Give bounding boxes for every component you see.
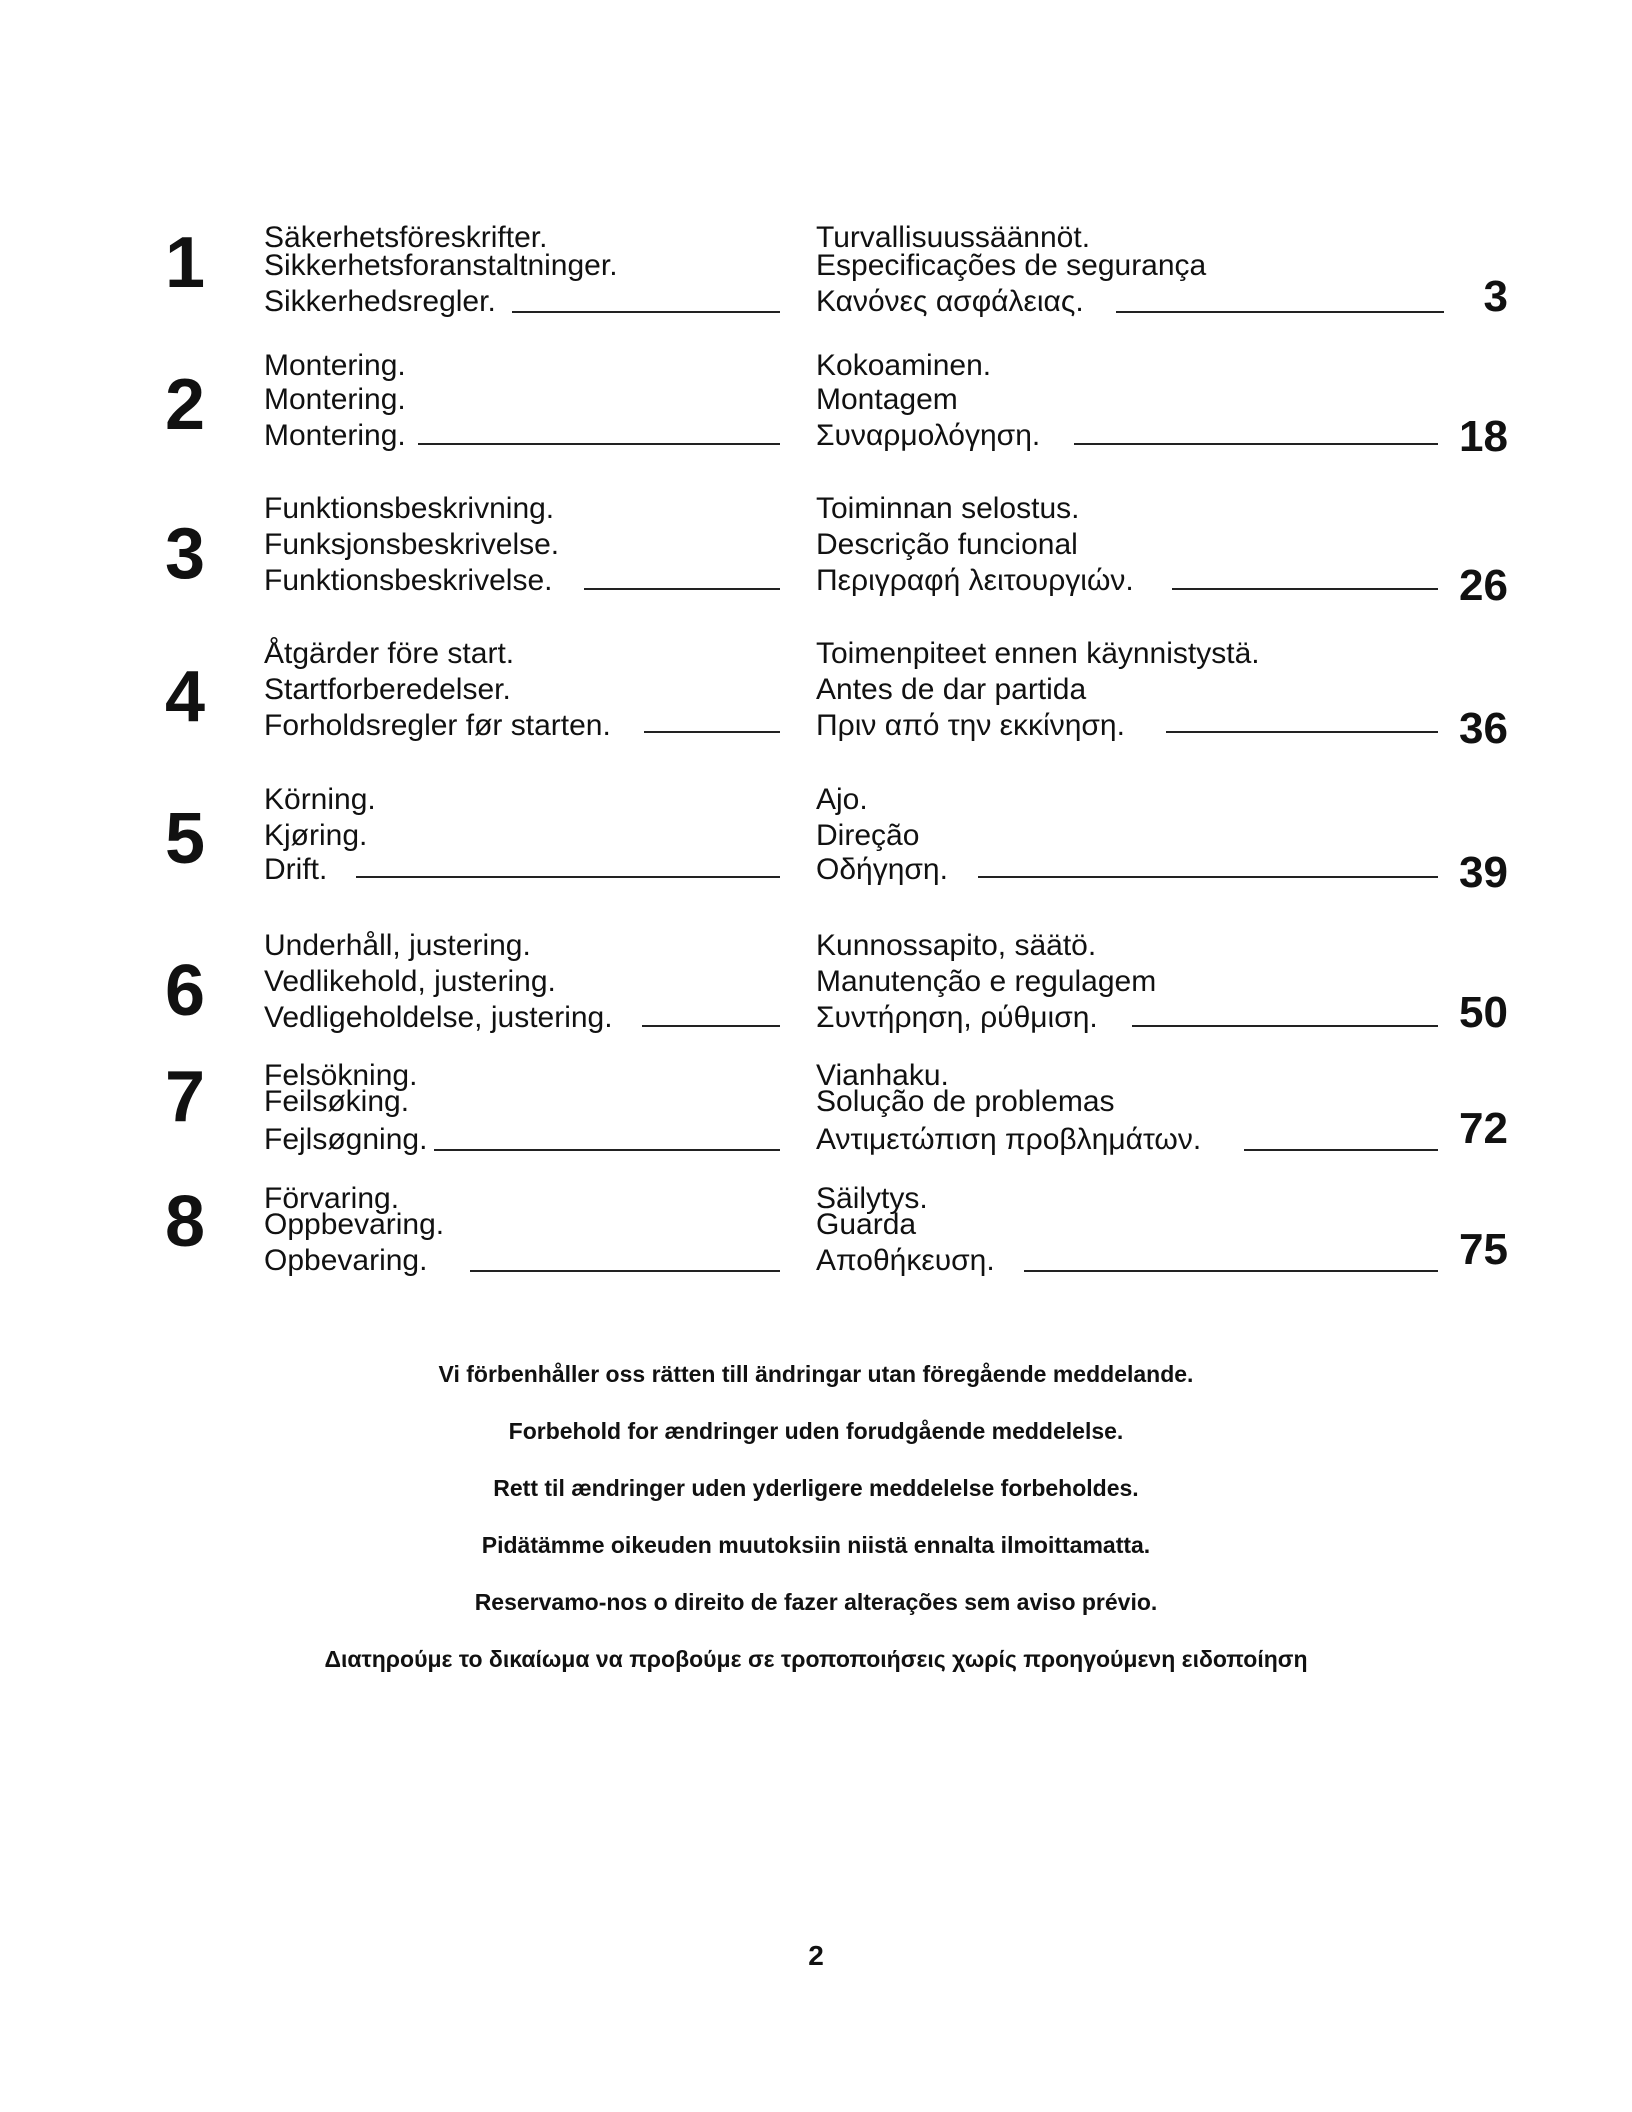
toc-entry-2[interactable] xyxy=(0,345,1632,475)
notice-sv: Vi förbenhåller oss rätten till ändringar utan föregående meddelande. xyxy=(438,1361,1194,1387)
page-number-link[interactable]: 50 xyxy=(1459,988,1508,1037)
toc-line-no: Oppbevaring. xyxy=(264,1208,445,1241)
toc-entry-3[interactable] xyxy=(0,490,1632,620)
section-number: 3 xyxy=(164,514,206,594)
page-number-link[interactable]: 72 xyxy=(1459,1104,1508,1153)
toc-line-no: Kjøring. xyxy=(264,819,368,852)
page-number-link[interactable]: 3 xyxy=(1483,272,1508,321)
toc-line-pt: Manutenção e regulagem xyxy=(816,965,1157,998)
toc-line-el: Συναρμολόγηση. xyxy=(816,419,1041,452)
leader-line xyxy=(644,731,780,733)
toc-line-no: Feilsøking. xyxy=(264,1085,410,1118)
toc-line-sv: Säkerhetsföreskrifter. xyxy=(264,221,548,254)
toc-line-sv: Underhåll, justering. xyxy=(264,929,531,962)
toc-entry-8[interactable] xyxy=(0,1180,1632,1310)
page-footer-number: 2 xyxy=(808,1940,824,1971)
leader-line xyxy=(584,588,780,590)
toc-line-pt: Antes de dar partida xyxy=(816,673,1087,706)
section-number: 7 xyxy=(164,1057,206,1137)
toc-line-no: Startforberedelser. xyxy=(264,673,511,706)
toc-line-da: Forholdsregler før starten. xyxy=(264,709,611,742)
notice-no: Forbehold for ændringer uden forudgående meddelelse. xyxy=(508,1418,1124,1444)
toc-line-el: Πριν από την εκκίνηση. xyxy=(816,709,1125,742)
toc-line-no: Vedlikehold, justering. xyxy=(264,965,556,998)
section-number: 2 xyxy=(164,365,206,445)
leader-line xyxy=(978,876,1438,878)
toc-line-da: Vedligeholdelse, justering. xyxy=(264,1001,613,1034)
toc-line-fi: Kokoaminen. xyxy=(816,349,992,382)
toc-line-sv: Funktionsbeskrivning. xyxy=(264,492,555,525)
toc-line-pt: Especificações de segurança xyxy=(816,249,1207,282)
section-number: 6 xyxy=(164,951,206,1031)
page-number-link[interactable]: 36 xyxy=(1459,704,1508,753)
leader-line xyxy=(1024,1270,1438,1272)
toc-line-fi: Säilytys. xyxy=(816,1182,928,1215)
section-number: 1 xyxy=(164,223,206,303)
leader-line xyxy=(1074,443,1438,445)
toc-entry-6[interactable] xyxy=(0,927,1632,1057)
toc-line-da: Opbevaring. xyxy=(264,1244,428,1277)
toc-line-sv: Felsökning. xyxy=(264,1059,418,1092)
toc-line-da: Montering. xyxy=(264,419,406,452)
toc-line-el: Περιγραφή λειτουργιών. xyxy=(816,564,1134,597)
toc-line-fi: Toiminnan selostus. xyxy=(816,492,1080,525)
leader-line xyxy=(1166,731,1438,733)
toc-line-el: Αντιμετώπιση προβλημάτων. xyxy=(816,1123,1202,1156)
toc-entry-4[interactable] xyxy=(0,635,1632,765)
toc-line-el: Οδήγηση. xyxy=(816,853,948,886)
toc-line-pt: Montagem xyxy=(816,383,958,416)
toc-line-sv: Förvaring. xyxy=(264,1182,400,1215)
page-number-link[interactable]: 75 xyxy=(1459,1225,1508,1274)
toc-entry-1[interactable] xyxy=(0,215,1632,345)
toc-line-da: Sikkerhedsregler. xyxy=(264,285,496,318)
leader-line xyxy=(512,311,780,313)
notice-pt: Reservamo-nos o direito de fazer alterações sem aviso prévio. xyxy=(474,1589,1158,1615)
leader-line xyxy=(642,1025,780,1027)
notice-fi: Pidätämme oikeuden muutoksiin niistä ennalta ilmoittamatta. xyxy=(481,1532,1151,1558)
toc-line-el: Αποθήκευση. xyxy=(816,1244,995,1277)
toc-entry-5[interactable] xyxy=(0,781,1632,911)
toc-line-da: Drift. xyxy=(264,853,328,886)
page-number-link[interactable]: 18 xyxy=(1459,412,1508,461)
notice-el: Διατηρούμε το δικαίωμα να προβούμε σε τροποποιήσεις χωρίς προηγούμενη ειδοποίηση xyxy=(324,1646,1308,1672)
leader-line xyxy=(1132,1025,1438,1027)
toc-line-no: Sikkerhetsforanstaltninger. xyxy=(264,249,618,282)
leader-line xyxy=(1172,588,1438,590)
toc-line-fi: Toimenpiteet ennen käynnistystä. xyxy=(816,637,1260,670)
page-number-link[interactable]: 39 xyxy=(1459,848,1508,897)
toc-line-no: Montering. xyxy=(264,383,406,416)
toc-line-sv: Åtgärder före start. xyxy=(264,637,515,670)
leader-line xyxy=(1244,1149,1438,1151)
toc-line-da: Funktionsbeskrivelse. xyxy=(264,564,553,597)
toc-line-no: Funksjonsbeskrivelse. xyxy=(264,528,560,561)
leader-line xyxy=(434,1149,780,1151)
toc-line-pt: Descrição funcional xyxy=(816,528,1078,561)
toc-line-fi: Vianhaku. xyxy=(816,1059,949,1092)
toc-line-da: Fejlsøgning. xyxy=(264,1123,428,1156)
section-number: 4 xyxy=(164,657,206,737)
toc-line-el: Κανόνες ασφάλειας. xyxy=(816,285,1084,318)
toc-entry-7[interactable] xyxy=(0,1057,1632,1187)
leader-line xyxy=(1116,311,1444,313)
toc-line-sv: Montering. xyxy=(264,349,406,382)
toc-line-fi: Ajo. xyxy=(816,783,868,816)
leader-line xyxy=(470,1270,780,1272)
leader-line xyxy=(418,443,780,445)
section-number: 8 xyxy=(164,1182,206,1262)
page-number-link[interactable]: 26 xyxy=(1459,561,1508,610)
toc-line-pt: Solução de problemas xyxy=(816,1085,1115,1118)
leader-line xyxy=(356,876,780,878)
section-number: 5 xyxy=(164,799,206,879)
toc-line-fi: Turvallisuussäännöt. xyxy=(816,221,1091,254)
toc-line-fi: Kunnossapito, säätö. xyxy=(816,929,1097,962)
toc-line-pt: Guarda xyxy=(816,1208,917,1241)
toc-line-sv: Körning. xyxy=(264,783,376,816)
toc-line-el: Συντήρηση, ρύθμιση. xyxy=(816,1001,1098,1034)
toc-line-pt: Direção xyxy=(816,819,920,852)
notice-da: Rett til ændringer uden yderligere meddelelse forbeholdes. xyxy=(493,1475,1139,1501)
